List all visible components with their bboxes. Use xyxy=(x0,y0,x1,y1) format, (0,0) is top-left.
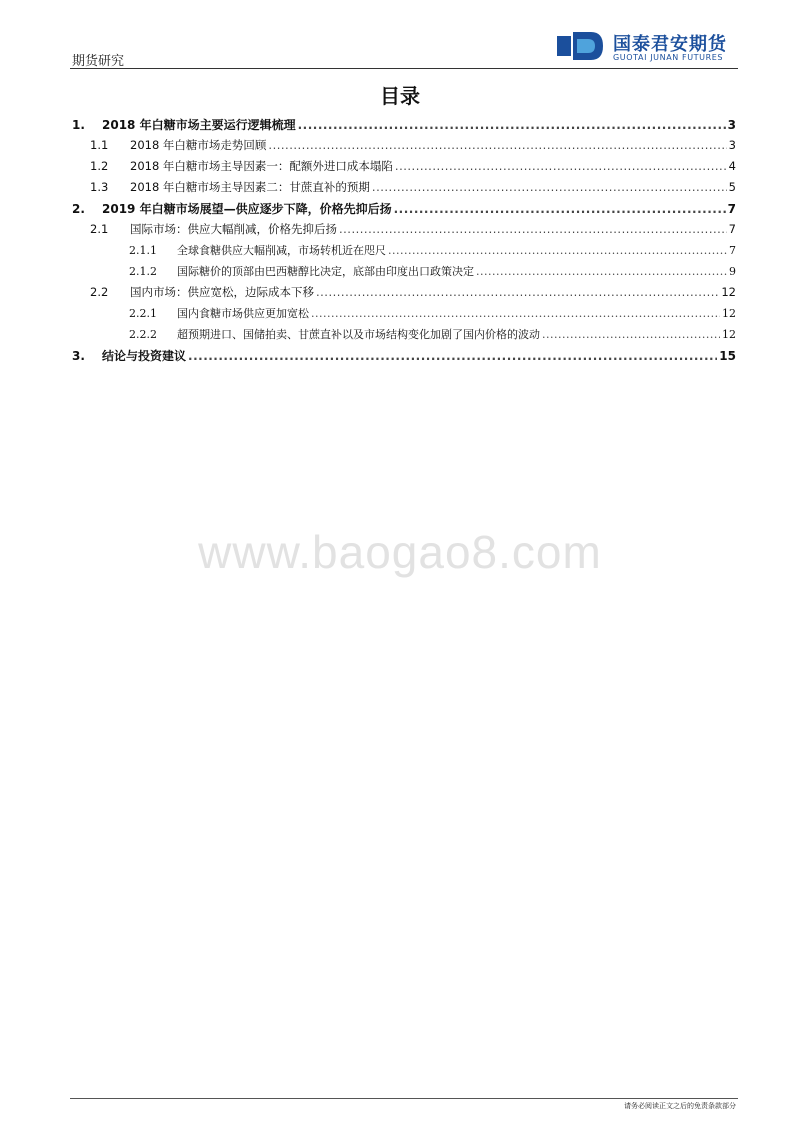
toc-entry[interactable] xyxy=(72,347,736,367)
toc-entry-number: 2.2.1 xyxy=(129,307,157,320)
footer-rule xyxy=(70,1098,738,1099)
logo-en-text: GUOTAI JUNAN FUTURES xyxy=(613,53,724,62)
toc-entry-page: 3 xyxy=(727,118,736,132)
toc-entry-number: 2.2 xyxy=(90,285,109,299)
toc-entry-number: 1.1 xyxy=(90,138,109,152)
toc-entry[interactable] xyxy=(72,242,736,262)
toc-entry-page: 12 xyxy=(721,285,736,299)
toc-leader-dots xyxy=(388,244,727,257)
header-rule xyxy=(70,68,738,69)
toc-entry-number: 1.2 xyxy=(90,159,109,173)
toc-entry-number: 2.1 xyxy=(90,222,109,236)
toc-leader-dots xyxy=(298,118,726,132)
toc-leader-dots xyxy=(372,180,727,194)
toc-entry[interactable] xyxy=(72,221,736,241)
toc-leader-dots xyxy=(268,138,726,152)
toc-entry[interactable] xyxy=(72,305,736,325)
toc-entry-number: 2.1.1 xyxy=(129,244,157,257)
toc-entry-title: 国内市场：供应宽松，边际成本下移 xyxy=(130,285,314,299)
toc-entry-number: 1. xyxy=(72,118,85,132)
toc-entry-title: 2018 年白糖市场主导因素二：甘蔗直补的预期 xyxy=(130,180,370,194)
toc-entry-page: 9 xyxy=(729,265,736,278)
toc-leader-dots xyxy=(542,328,720,341)
toc-entry-title: 2018 年白糖市场走势回顾 xyxy=(130,138,267,152)
toc-entry-page: 15 xyxy=(719,349,736,363)
toc-entry-page: 4 xyxy=(728,159,736,173)
toc-entry-page: 12 xyxy=(722,328,736,341)
toc-leader-dots xyxy=(394,202,726,216)
toc-entry-page: 5 xyxy=(728,180,736,194)
footer-disclaimer: 请务必阅读正文之后的免责条款部分 xyxy=(624,1102,736,1110)
toc-entry-title: 2018 年白糖市场主要运行逻辑梳理 xyxy=(102,118,296,132)
toc-title: 目录 xyxy=(380,84,420,108)
toc-leader-dots xyxy=(339,222,727,236)
toc-entry-number: 1.3 xyxy=(90,180,109,194)
toc-entry-title: 2018 年白糖市场主导因素一：配额外进口成本塌陷 xyxy=(130,159,393,173)
toc-entry-page: 12 xyxy=(722,307,736,320)
watermark: www.baogao8.com xyxy=(198,526,602,578)
toc-leader-dots xyxy=(188,349,717,363)
toc-entry[interactable] xyxy=(72,284,736,304)
toc-entry-number: 2. xyxy=(72,202,85,216)
logo xyxy=(557,30,737,66)
toc-entry-title: 全球食糖供应大幅削减，市场转机近在咫尺 xyxy=(177,244,386,257)
toc-entry-title: 国内食糖市场供应更加宽松 xyxy=(177,307,309,320)
toc-entry-title: 国际糖价的顶部由巴西糖醇比决定，底部由印度出口政策决定 xyxy=(177,265,474,278)
toc-entry[interactable] xyxy=(72,116,736,136)
toc-entry-title: 超预期进口、国储拍卖、甘蔗直补以及市场结构变化加剧了国内价格的波动 xyxy=(177,328,540,341)
toc-entry-page: 3 xyxy=(728,138,736,152)
toc-entry-number: 3. xyxy=(72,349,85,363)
toc-entry-title: 结论与投资建议 xyxy=(102,349,187,363)
toc-entry-page: 7 xyxy=(727,202,736,216)
toc-entry-number: 2.2.2 xyxy=(129,328,157,341)
logo-mark-icon xyxy=(557,30,609,62)
toc-entry-number: 2.1.2 xyxy=(129,265,157,278)
toc-entry-title: 国际市场：供应大幅削减，价格先抑后扬 xyxy=(130,222,337,236)
header-section-label: 期货研究 xyxy=(72,54,125,69)
toc-leader-dots xyxy=(311,307,720,320)
toc-leader-dots xyxy=(316,285,719,299)
toc-entry-page: 7 xyxy=(728,222,736,236)
toc-entry[interactable] xyxy=(72,179,736,199)
toc-entry[interactable] xyxy=(72,137,736,157)
toc-entry[interactable] xyxy=(72,326,736,346)
toc-leader-dots xyxy=(395,159,727,173)
toc-leader-dots xyxy=(476,265,727,278)
toc-entry[interactable] xyxy=(72,158,736,178)
logo-cn-text: 国泰君安期货 xyxy=(613,34,727,55)
toc-entry-page: 7 xyxy=(729,244,736,257)
toc-entry[interactable] xyxy=(72,263,736,283)
toc-entry-title: 2019 年白糖市场展望—供应逐步下降，价格先抑后扬 xyxy=(102,202,392,216)
toc-entry[interactable] xyxy=(72,200,736,220)
